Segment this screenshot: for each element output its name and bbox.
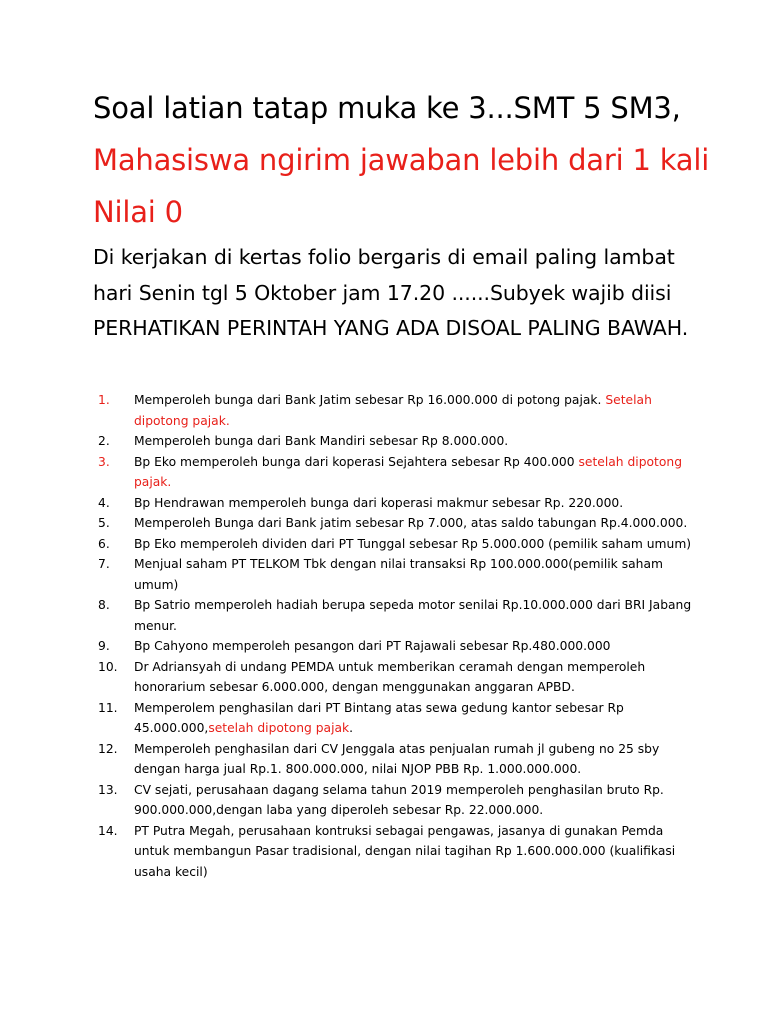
question-number: 5. bbox=[98, 516, 110, 530]
question-text-end: . bbox=[349, 721, 354, 735]
question-text: Menjual saham PT TELKOM Tbk dengan nilai transaksi Rp 100.000.000(pemilik saham umum) bbox=[134, 557, 663, 592]
question-item bbox=[98, 513, 698, 534]
question-list bbox=[98, 390, 698, 882]
page-title bbox=[93, 82, 743, 238]
question-item bbox=[98, 534, 698, 555]
question-number: 6. bbox=[98, 536, 110, 551]
question-text: Bp Cahyono memperoleh pesangon dari PT Rajawali sebesar Rp.480.000.000 bbox=[134, 639, 611, 653]
title-part-red: Mahasiswa ngirim jawaban lebih dari 1 kali Nilai 0 bbox=[93, 143, 710, 229]
question-text: Memperoleh penghasilan dari CV Jenggala atas penjualan rumah jl gubeng no 25 sby dengan harga jual Rp.1. 800.000.000, nilai NJOP PBB Rp. 1.000.000.000. bbox=[134, 741, 660, 776]
question-item bbox=[98, 452, 698, 493]
question-item bbox=[98, 636, 698, 657]
question-item bbox=[98, 780, 698, 821]
question-item bbox=[98, 431, 698, 452]
question-text: Memperoleh Bunga dari Bank jatim sebesar Rp 7.000, atas saldo tabungan Rp.4.000.000. bbox=[134, 516, 688, 530]
question-note-red: Setelah dipotong pajak. bbox=[134, 393, 652, 428]
question-item bbox=[98, 657, 698, 698]
question-text: Memperolem penghasilan dari PT Bintang atas sewa gedung kantor sebesar Rp 45.000.000, bbox=[134, 700, 624, 735]
question-text: PT Putra Megah, perusahaan kontruksi sebagai pengawas, jasanya di gunakan Pemda untuk membangun Pasar tradisional, dengan nilai tagihan Rp 1.600.000.000 (kualifikasi usaha kecil) bbox=[134, 823, 676, 879]
question-text: Bp Hendrawan memperoleh bunga dari koperasi makmur sebesar Rp. 220.000. bbox=[134, 495, 624, 510]
question-item bbox=[98, 821, 698, 883]
question-number: 12. bbox=[98, 741, 118, 756]
question-text: Dr Adriansyah di undang PEMDA untuk memberikan ceramah dengan memperoleh honorarium sebesar 6.000.000, dengan menggunakan anggaran APBD. bbox=[134, 659, 646, 694]
question-note-red: setelah dipotong pajak bbox=[208, 721, 350, 735]
question-number: 7. bbox=[98, 557, 110, 571]
question-number: 14. bbox=[98, 823, 118, 838]
question-text: Memperoleh bunga dari Bank Jatim sebesar Rp 16.000.000 di potong pajak. bbox=[134, 393, 602, 407]
instructions-paragraph: Di kerjakan di kertas folio bergaris di email paling lambat hari Senin tgl 5 Oktober jam 17.20 ......Subyek wajib diisi PERHATIKAN PERINTAH YANG ADA DISOAL PALING BAWAH. bbox=[93, 245, 689, 340]
question-item bbox=[98, 554, 698, 595]
question-number: 8. bbox=[98, 598, 110, 612]
question-item bbox=[98, 493, 698, 514]
question-number: 9. bbox=[98, 639, 110, 653]
question-note-red: setelah dipotong pajak. bbox=[134, 454, 682, 489]
question-number: 4. bbox=[98, 495, 110, 510]
title-part-black: Soal latian tatap muka ke 3...SMT 5 SM3, bbox=[93, 91, 681, 125]
question-text: CV sejati, perusahaan dagang selama tahun 2019 memperoleh penghasilan bruto Rp. 900.000.000,dengan laba yang diperoleh sebesar Rp. 22.000.000. bbox=[134, 782, 664, 817]
question-number: 11. bbox=[98, 700, 118, 715]
question-text: Bp Eko memperoleh dividen dari PT Tunggal sebesar Rp 5.000.000 (pemilik saham umum) bbox=[134, 536, 692, 551]
question-text: Bp Satrio memperoleh hadiah berupa sepeda motor senilai Rp.10.000.000 dari BRI Jabang menur. bbox=[134, 598, 692, 633]
question-text: Memperoleh bunga dari Bank Mandiri sebesar Rp 8.000.000. bbox=[134, 434, 509, 448]
question-number: 3. bbox=[98, 454, 110, 469]
question-number: 1. bbox=[98, 393, 110, 407]
question-number: 10. bbox=[98, 659, 118, 674]
question-number: 2. bbox=[98, 434, 110, 448]
question-item bbox=[98, 390, 698, 431]
question-text: Bp Eko memperoleh bunga dari koperasi Sejahtera sebesar Rp 400.000 bbox=[134, 454, 575, 469]
question-item bbox=[98, 595, 698, 636]
question-number: 13. bbox=[98, 782, 118, 797]
question-item bbox=[98, 739, 698, 780]
question-item bbox=[98, 698, 698, 739]
